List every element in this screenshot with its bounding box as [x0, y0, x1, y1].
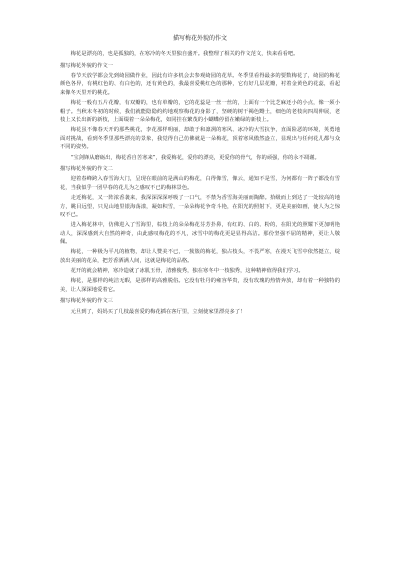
section-3-heading: 描写梅花外貌的作文三: [60, 298, 113, 305]
section-1-paragraph: 梅花虽不像春天开的那些桃花，李花那样明丽，却敢于和凛冽的寒风、冰冷的大雪抗争，直面险恶的环境，英勇地面对挑战，看到冬季里那些漂亮的景象，我觉得自己仿佛就是一朵梅花，顶着寒风傲然盎立，显现出与任何花儿都与众不同的姿势。: [60, 127, 340, 151]
section-2-paragraph: 梅花，是那样的纯洁无暇，是那样的高雅脱俗。它没有牡丹的雍容华贵，没有玫瑰的热情奔放，却有着一种独特的美，让人深深地爱着它。: [60, 278, 340, 293]
section-2-paragraph: 梅花，一种极为平凡的植物，却让人赞美不已，一簇簇的梅花，独占枝头，不畏严寒，在漫天飞雪中依然挺立，绽放出美丽的花朵，把芳香洒满人间，这就是梅花的品格。: [60, 249, 340, 265]
section-1-paragraph: 春节天放学都会先到绮园做作业，因此有许多机会去参观绮园的花草。冬季里看得最多的要数梅花了，绮园的梅花颜色各异，有桃红色的、有白色的，还有黄色的，我最喜爱桃红色的那种，它有好几层花瓣，衬着金黄色的花蕊，看起来像冬天里开的桃花。: [60, 72, 340, 96]
section-2-paragraph: 花开的就会精神，寒冷造就了冰肌玉骨，清雅俊秀，独在寒冬中一枝独秀，这种精神值得我们学习。: [70, 268, 304, 275]
section-2-paragraph: 迎着春峰跨入春雪海大门，呈现在眼前的是满山的梅花，白得像雪，像云，通知不是雪，为何都有一阵子都没有雪花，当我似乎一团早春的花儿为之感叹不已的梅林景色。: [60, 176, 340, 191]
section-1-paragraph: 梅花一般有五片花瓣，有双瓣的，也有单瓣的，它的花蕊是一丝一丝的，上面有一个比芝麻还小的小点，像一须小帽子。当秋末冬初的时候，我们就能隐隐约约地观察梅花的身影了，坚硬的树干褐色黝土，细色的老枝向四周伸展，老枝上又长出新的新枝，上面缀着一朵朵梅花，如同挂在繁茂的小蝴蝶停留在嫩绿的新枝上。: [60, 99, 340, 124]
document-title: 描写梅花外貌的作文: [172, 35, 227, 42]
intro-paragraph: 梅花是漂亮的，也是孤独的，在寒冷的冬天里独自盛开。我整理了相关的作文范文，快来看看吧。: [70, 51, 299, 57]
section-2-heading: 描写梅花外貌的作文二: [60, 166, 113, 173]
section-1-heading: 描写梅花外貌的作文一: [60, 62, 113, 69]
section-1-paragraph: “宝剑锋从磨砺出，梅花香自苦寒来”，我爱梅花，爱你的漂亮，更爱你的骨气，你的顽强，你的永不凋谢。: [70, 154, 320, 161]
section-2-paragraph: 进入梅花林中，仿佛进入了雪海里，棕枝上的朵朵梅花芬芳扑鼻，有红的、白的、粉的，在阳光的照耀下更加明艳动人，深深感到大自然的神奇，由此感叹梅花的不凡，冰雪中的梅花更是显得高洁。那份坚强不屈的精神，更让人敬佩。: [60, 222, 340, 246]
section-3-paragraph: 元旦到了，妈妈买了几枝最喜爱的梅花插在客厅里，立刻使家里漂亮多了！: [70, 308, 246, 315]
section-2-paragraph: 走近梅花，又一阵浓香袭来，我深深深深呼吸了一口气，不禁为香雪海美丽而陶醉。拾级而上到达了一处较高的地方，眺目远望，只见山地里银海荡漾，凝如积雪，一朵朵梅花争奇斗艳，在阳光的照射下，更是美丽如画，使人为之惊叹不已。: [60, 194, 340, 219]
